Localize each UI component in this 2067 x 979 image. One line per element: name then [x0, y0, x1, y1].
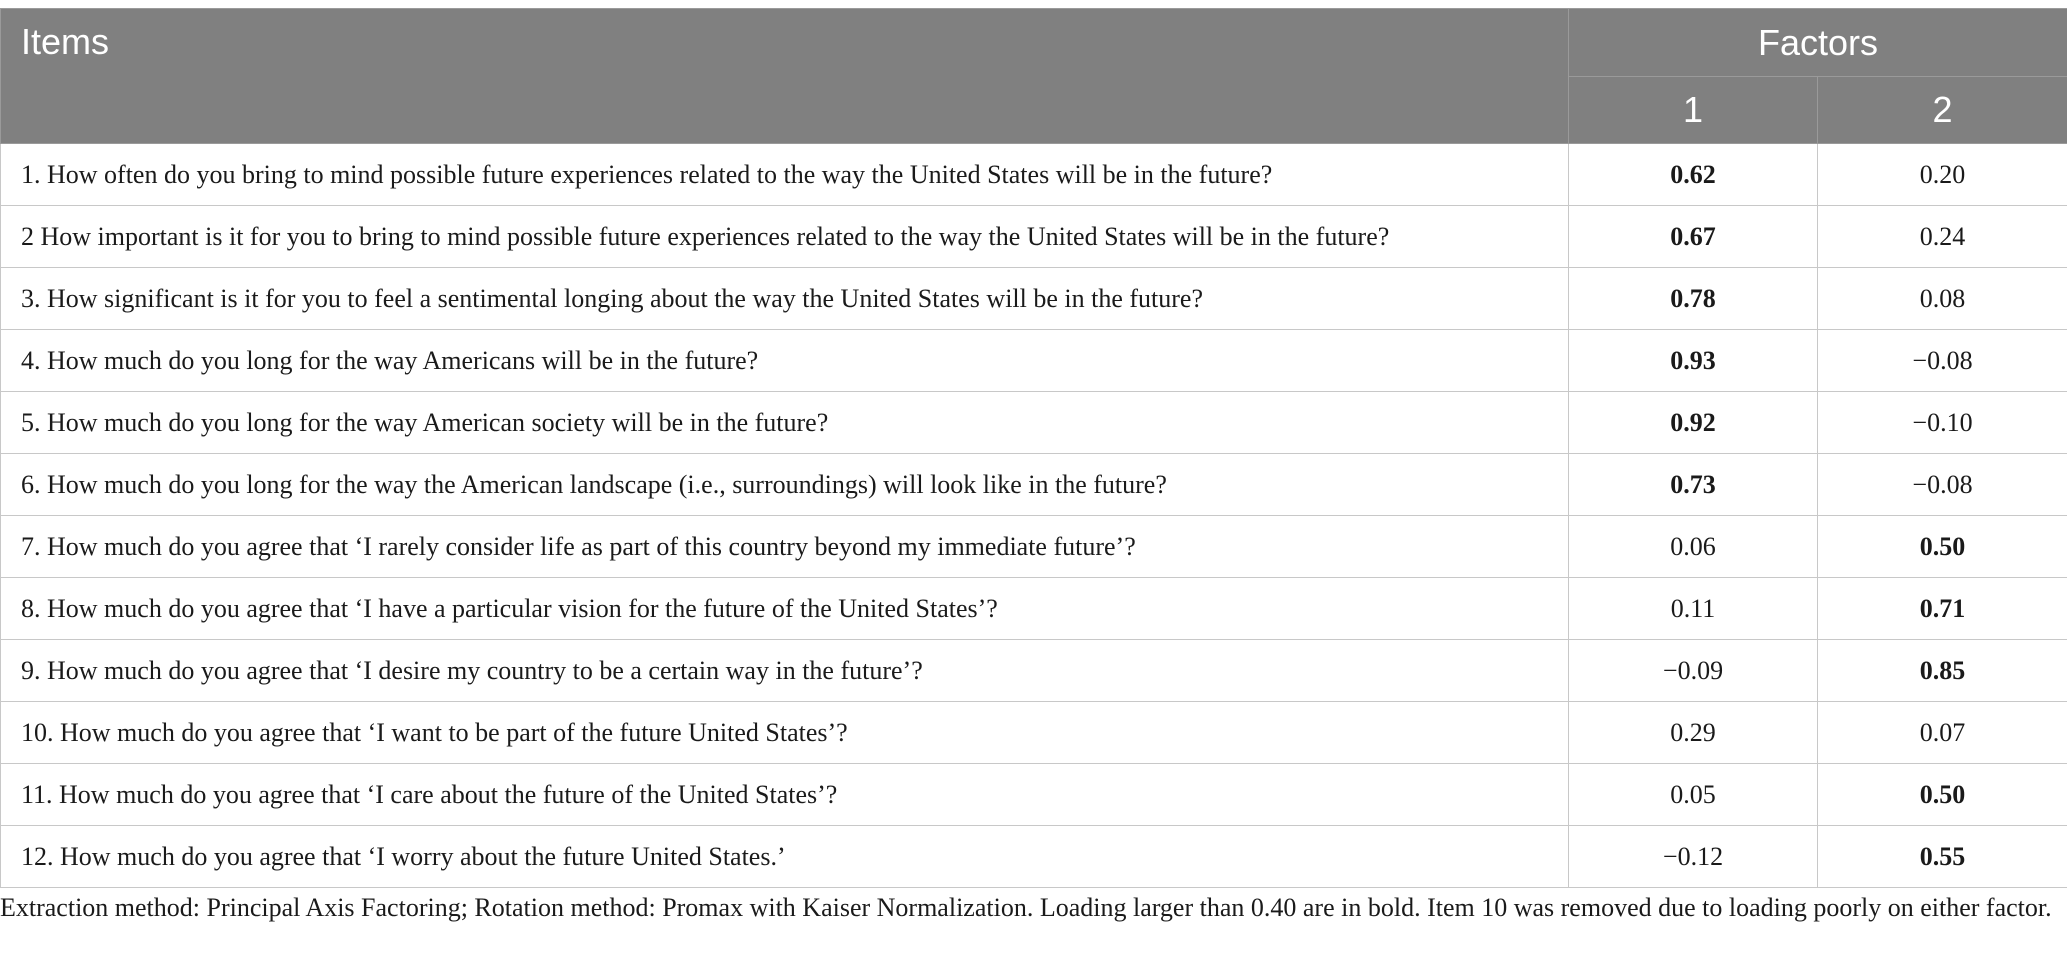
- factor-2-loading: 0.24: [1818, 206, 2067, 268]
- factor-1-loading: 0.11: [1569, 578, 1818, 640]
- item-text: 8. How much do you agree that ‘I have a particular vision for the future of the United States’?: [1, 578, 1569, 640]
- factor-2-loading: 0.07: [1818, 702, 2067, 764]
- factor-1-loading: 0.92: [1569, 392, 1818, 454]
- items-column-header: Items: [1, 9, 1569, 144]
- factor-1-loading: 0.06: [1569, 516, 1818, 578]
- factor-1-loading: 0.67: [1569, 206, 1818, 268]
- factor-1-loading: −0.12: [1569, 826, 1818, 888]
- item-text: 4. How much do you long for the way Americans will be in the future?: [1, 330, 1569, 392]
- item-text: 12. How much do you agree that ‘I worry about the future United States.’: [1, 826, 1569, 888]
- table-row: [1, 516, 2067, 578]
- table-row: [1, 392, 2067, 454]
- factors-column-header: Factors: [1569, 9, 2067, 77]
- factor-2-loading: 0.71: [1818, 578, 2067, 640]
- item-text: 5. How much do you long for the way American society will be in the future?: [1, 392, 1569, 454]
- item-text: 11. How much do you agree that ‘I care about the future of the United States’?: [1, 764, 1569, 826]
- item-text: 9. How much do you agree that ‘I desire my country to be a certain way in the future’?: [1, 640, 1569, 702]
- factor-2-loading: 0.85: [1818, 640, 2067, 702]
- factor-1-loading: −0.09: [1569, 640, 1818, 702]
- factor-2-loading: 0.55: [1818, 826, 2067, 888]
- table-row: [1, 764, 2067, 826]
- factor-2-loading: 0.08: [1818, 268, 2067, 330]
- factor-loadings-table: [0, 8, 2067, 888]
- factor-2-header: 2: [1818, 77, 2067, 144]
- factor-2-loading: −0.08: [1818, 454, 2067, 516]
- item-text: 1. How often do you bring to mind possible future experiences related to the way the United States will be in the future?: [1, 144, 1569, 206]
- item-text: 10. How much do you agree that ‘I want to be part of the future United States’?: [1, 702, 1569, 764]
- table-row: [1, 330, 2067, 392]
- factor-2-loading: −0.10: [1818, 392, 2067, 454]
- table-body: [1, 144, 2067, 888]
- factor-1-loading: 0.93: [1569, 330, 1818, 392]
- table-row: [1, 702, 2067, 764]
- factor-2-loading: −0.08: [1818, 330, 2067, 392]
- item-text: 7. How much do you agree that ‘I rarely consider life as part of this country beyond my immediate future’?: [1, 516, 1569, 578]
- factor-1-loading: 0.78: [1569, 268, 1818, 330]
- factor-2-loading: 0.20: [1818, 144, 2067, 206]
- table-row: [1, 268, 2067, 330]
- table-row: [1, 826, 2067, 888]
- table-footnote: Extraction method: Principal Axis Factoring; Rotation method: Promax with Kaiser Normalization. Loading larger than 0.40 are in bold. Item 10 was removed due to loading poorly on either factor.: [0, 893, 2052, 922]
- factor-1-loading: 0.29: [1569, 702, 1818, 764]
- table-row: [1, 206, 2067, 268]
- factor-loadings-table-container: [0, 8, 2067, 888]
- factor-1-loading: 0.73: [1569, 454, 1818, 516]
- table-row: [1, 144, 2067, 206]
- factor-2-loading: 0.50: [1818, 516, 2067, 578]
- item-text: 2 How important is it for you to bring to mind possible future experiences related to the way the United States will be in the future?: [1, 206, 1569, 268]
- table-row: [1, 640, 2067, 702]
- item-text: 6. How much do you long for the way the American landscape (i.e., surroundings) will look like in the future?: [1, 454, 1569, 516]
- factor-1-loading: 0.05: [1569, 764, 1818, 826]
- table-row: [1, 578, 2067, 640]
- factor-1-header: 1: [1569, 77, 1818, 144]
- factor-1-loading: 0.62: [1569, 144, 1818, 206]
- table-row: [1, 454, 2067, 516]
- table-header: [1, 9, 2067, 144]
- item-text: 3. How significant is it for you to feel a sentimental longing about the way the United States will be in the future?: [1, 268, 1569, 330]
- factor-2-loading: 0.50: [1818, 764, 2067, 826]
